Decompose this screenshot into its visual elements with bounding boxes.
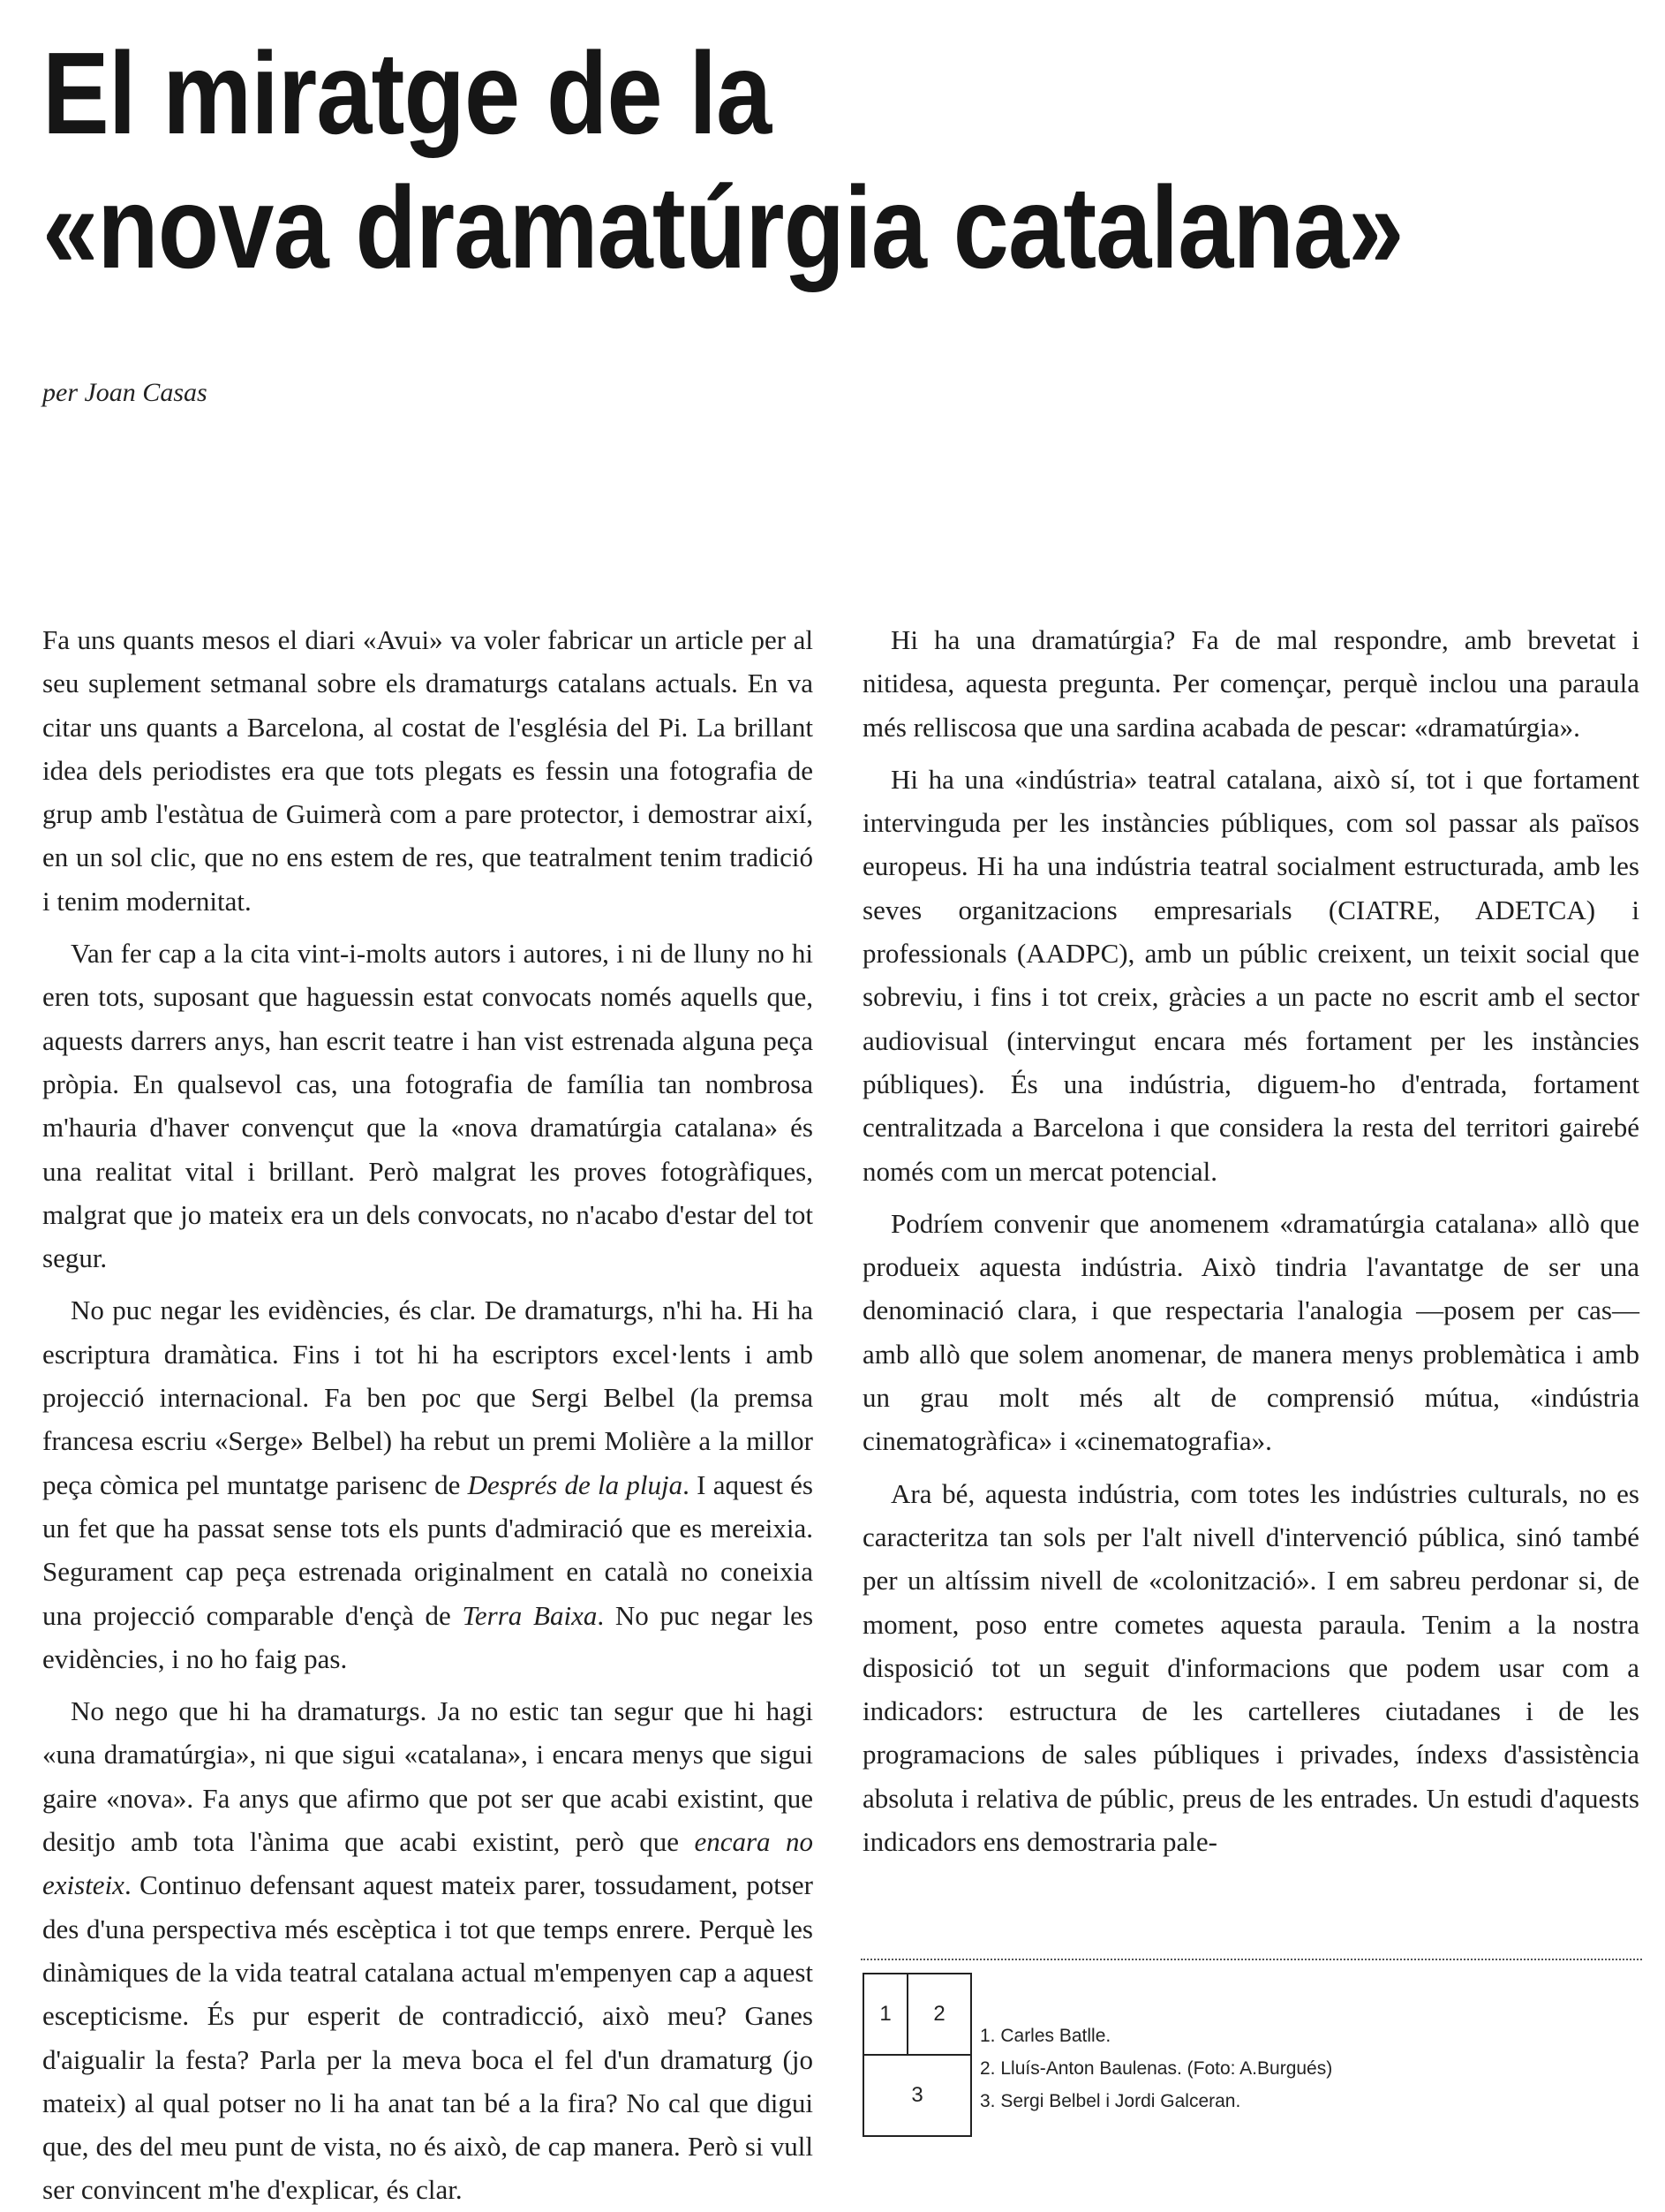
photo-key-grid xyxy=(863,1973,972,2137)
photo-key-cell-1: 1 xyxy=(864,1974,908,2056)
right-column xyxy=(863,618,1639,1863)
paragraph xyxy=(42,1689,813,2212)
paragraph: Hi ha una «indústria» teatral catalana, això sí, tot i que fortament intervinguda per les instàncies públiques, com sol passar als països europeus. Hi ha una indústria teatral socialment estructurada, amb les seves organitzacions empresarials (CIATRE, ADETCA) i professionals (AADPC), amb un públic creixent, un teixit social que sobreviu, i fins i tot creix, gràcies a un pacte no escrit amb el sector audiovisual (intervingut encara més fortament per les instàncies públiques). És una indústria, diguem-ho d'entrada, fortament centralitzada a Barcelona i que considera la resta del territori gairebé només com un mercat potencial. xyxy=(863,763,1639,1187)
article-title xyxy=(42,26,1409,295)
work-title: Terra Baixa xyxy=(462,1599,598,1631)
paragraph: Hi ha una dramatúrgia? Fa de mal respondre, amb brevetat i nitidesa, aquesta pregunta. Per començar, perquè inclou una paraula més relliscosa que una sardina acabada de pescar: «dramatúrgia». xyxy=(863,624,1639,743)
caption-item: 3. Sergi Belbel i Jordi Galceran. xyxy=(980,2091,1241,2111)
paragraph: Fa uns quants mesos el diari «Avui» va voler fabricar un article per al seu suplement setmanal sobre els dramaturgs catalans actuals. En va citar uns quants a Barcelona, al costat de l'església del Pi. La brillant idea dels periodistes era que tots plegats es fessin una fotografia de grup amb l'estàtua de Guimerà com a pare protector, i demostrar així, en un sol clic, que no ens estem de res, que teatralment tenim tradició i tenim modernitat. xyxy=(42,624,813,917)
caption-item: 2. Lluís-Anton Baulenas. (Foto: A.Burgués) xyxy=(980,2058,1333,2079)
photo-key-cell-3: 3 xyxy=(911,2083,923,2107)
title-line-1: El miratge de la xyxy=(42,28,772,158)
paragraph: Van fer cap a la cita vint-i-molts autors i autores, i ni de lluny no hi eren tots, suposant que haguessin estat convocats només aquells que, aquests darrers anys, han escrit teatre i han vist estrenada alguna peça pròpia. En qualsevol cas, una fotografia de família tan nombrosa m'hauria d'haver convençut que la «nova dramatúrgia catalana» és una realitat vital i brillant. Però malgrat les proves fotogràfiques, malgrat que jo mateix era un dels convocats, no n'acabo d'estar del tot segur. xyxy=(42,938,813,1274)
emphasis: encara no existeix xyxy=(42,1826,813,1901)
paragraph-text: No nego que hi ha dramaturgs. Ja no estic tan segur que hi hagi «una dramatúrgia», ni que sigui «catalana», i encara menys que sigui gaire «nova». Fa anys que afirmo que pot ser que acabi existint, que desitjo amb tota l'ànima que acabi existint, però que xyxy=(42,1695,813,1858)
left-column xyxy=(42,618,813,2212)
byline: per Joan Casas xyxy=(42,378,207,407)
photo-key-cell-2: 2 xyxy=(908,1974,970,2056)
paragraph xyxy=(42,1288,813,1680)
paragraph-text: . I aquest és un fet que ha passat sense tots els punts d'admiració que es mereixia. Segurament cap peça estrenada originalment en català no coneixia una projecció comparable d'ençà de xyxy=(42,1468,813,1631)
paragraph: Podríem convenir que anomenem «dramatúrgia catalana» allò que produeix aquesta indústria. Això tindria l'avantatge de ser una denominació clara, i que respectaria l'analogia —posem per cas— amb allò que solem anomenar, de manera menys problemàtica i amb un grau molt més alt de comprensió mútua, «indústria cinematogràfica» i «cinematografia». xyxy=(863,1207,1639,1457)
photo-captions xyxy=(980,2019,1332,2118)
title-line-2: «nova dramatúrgia catalana» xyxy=(42,162,1404,292)
paragraph-text: . No puc negar les evidències, i no ho faig pas. xyxy=(42,1599,814,1674)
paragraph-text: No puc negar les evidències, és clar. De dramaturgs, n'hi ha. Hi ha escriptura dramàtica. Fins i tot hi ha escriptors excel·lents i amb projecció internacional. Fa ben poc que Sergi Belbel (la premsa francesa escriu «Serge» Belbel) ha rebut un premi Molière a la millor peça còmica pel muntatge parisenc de xyxy=(42,1295,813,1500)
paragraph: Ara bé, aquesta indústria, com totes les indústries culturals, no es caracteritza tan sols per l'alt nivell d'intervenció pública, sinó també per un altíssim nivell de «colonització». I em sabreu perdonar si, de moment, poso entre cometes aquesta paraula. Tenim a la nostra disposició tot un seguit d'informacions que podem usar com a indicadors: estructura de les cartelleres ciutadanes i de les programacions de sales públiques i privades, índexs d'assistència absoluta i relativa de públic, preus de les entrades. Un estudi d'aquests indicadors ens demostraria pale- xyxy=(863,1477,1639,1858)
paragraph-text: . Continuo defensant aquest mateix parer, tossudament, potser des d'una perspectiva més escèptica i tot que temps enrere. Perquè les dinàmiques de la vida teatral catalana actual m'empenyen cap a aquest escepticisme. És pur esperit de contradicció, això meu? Ganes d'aigualir la festa? Parla per la meva boca el fel d'un dramaturg (jo mateix) al qual potser no li ha anat tan bé a la fira? No cal que digui que, des del meu punt de vista, no és això, de cap manera. Però si vull ser convincent m'he d'explicar, és clar. xyxy=(42,1869,813,2206)
caption-item: 1. Carles Batlle. xyxy=(980,2026,1111,2046)
caption-divider xyxy=(861,1959,1642,1960)
work-title: Després de la pluja xyxy=(467,1468,683,1500)
